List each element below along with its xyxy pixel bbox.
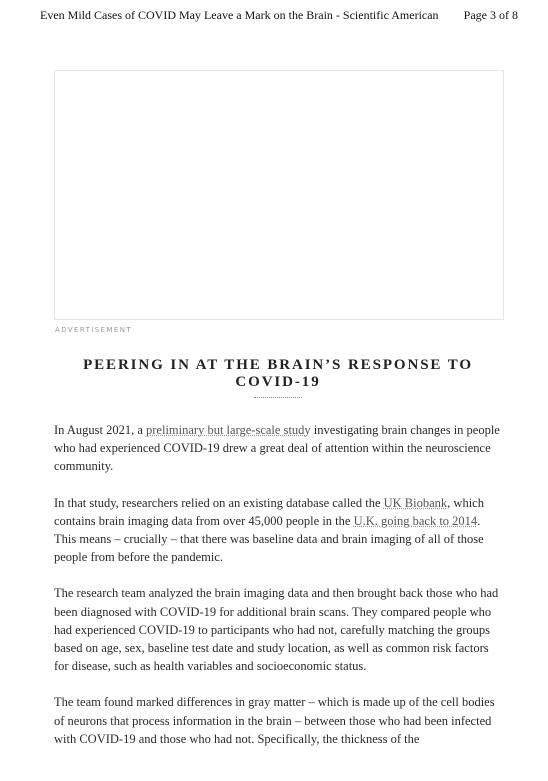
advertisement-label: ADVERTISEMENT — [55, 326, 133, 334]
paragraph-text: In August 2021, a — [54, 423, 147, 437]
advertisement-slot[interactable] — [54, 70, 504, 320]
paragraph-text: , which contains brain imaging data from over 45,000 people in the — [54, 495, 484, 528]
section-heading-line2: COVID-19 — [235, 374, 321, 390]
page-indicator: Page 3 of 8 — [463, 8, 518, 22]
paragraph-text: In that study, researchers relied on an existing database called the — [54, 495, 384, 510]
document-title: Even Mild Cases of COVID May Leave a Mark on the Brain - Scientific American — [40, 8, 439, 22]
paragraph-1 — [54, 421, 504, 476]
article-body — [54, 421, 504, 766]
section-heading — [54, 357, 502, 391]
paragraph-text: . This means – crucially – that there was baseline data and brain imaging of all of those people from before the pandemic. — [54, 513, 484, 565]
section-heading-line1: PEERING IN AT THE BRAIN’S RESPONSE TO — [83, 357, 473, 373]
paragraph-4 — [54, 693, 504, 748]
preliminary-study-link[interactable]: preliminary but large-scale study — [146, 423, 311, 437]
paragraph-2 — [54, 494, 504, 567]
uk-2014-link[interactable]: U.K. going back to 2014 — [353, 513, 478, 528]
paragraph-3 — [54, 584, 504, 675]
print-header — [40, 8, 518, 23]
uk-biobank-link[interactable]: UK Biobank — [383, 495, 448, 510]
paragraph-text: investigating brain changes in people who had experienced COVID-19 drew a great deal of attention within the neuroscience community. — [54, 423, 500, 474]
paragraph-text: The research team analyzed the brain imaging data and then brought back those who had been diagnosed with COVID-19 for additional brain scans. They compared people who had experienced COVID-19 to participants who had not, carefully matching the groups based on age, sex, baseline test date and study location, as well as common risk factors for disease, such as health variables and socioeconomic status. — [54, 586, 499, 674]
paragraph-text: The team found marked differences in gray matter – which is made up of the cell bodies of neurons that process information in the brain – between those who had been infected with COVID-19 and those who had not. Specifically, the thickness of the — [54, 695, 495, 746]
heading-divider — [254, 397, 302, 398]
